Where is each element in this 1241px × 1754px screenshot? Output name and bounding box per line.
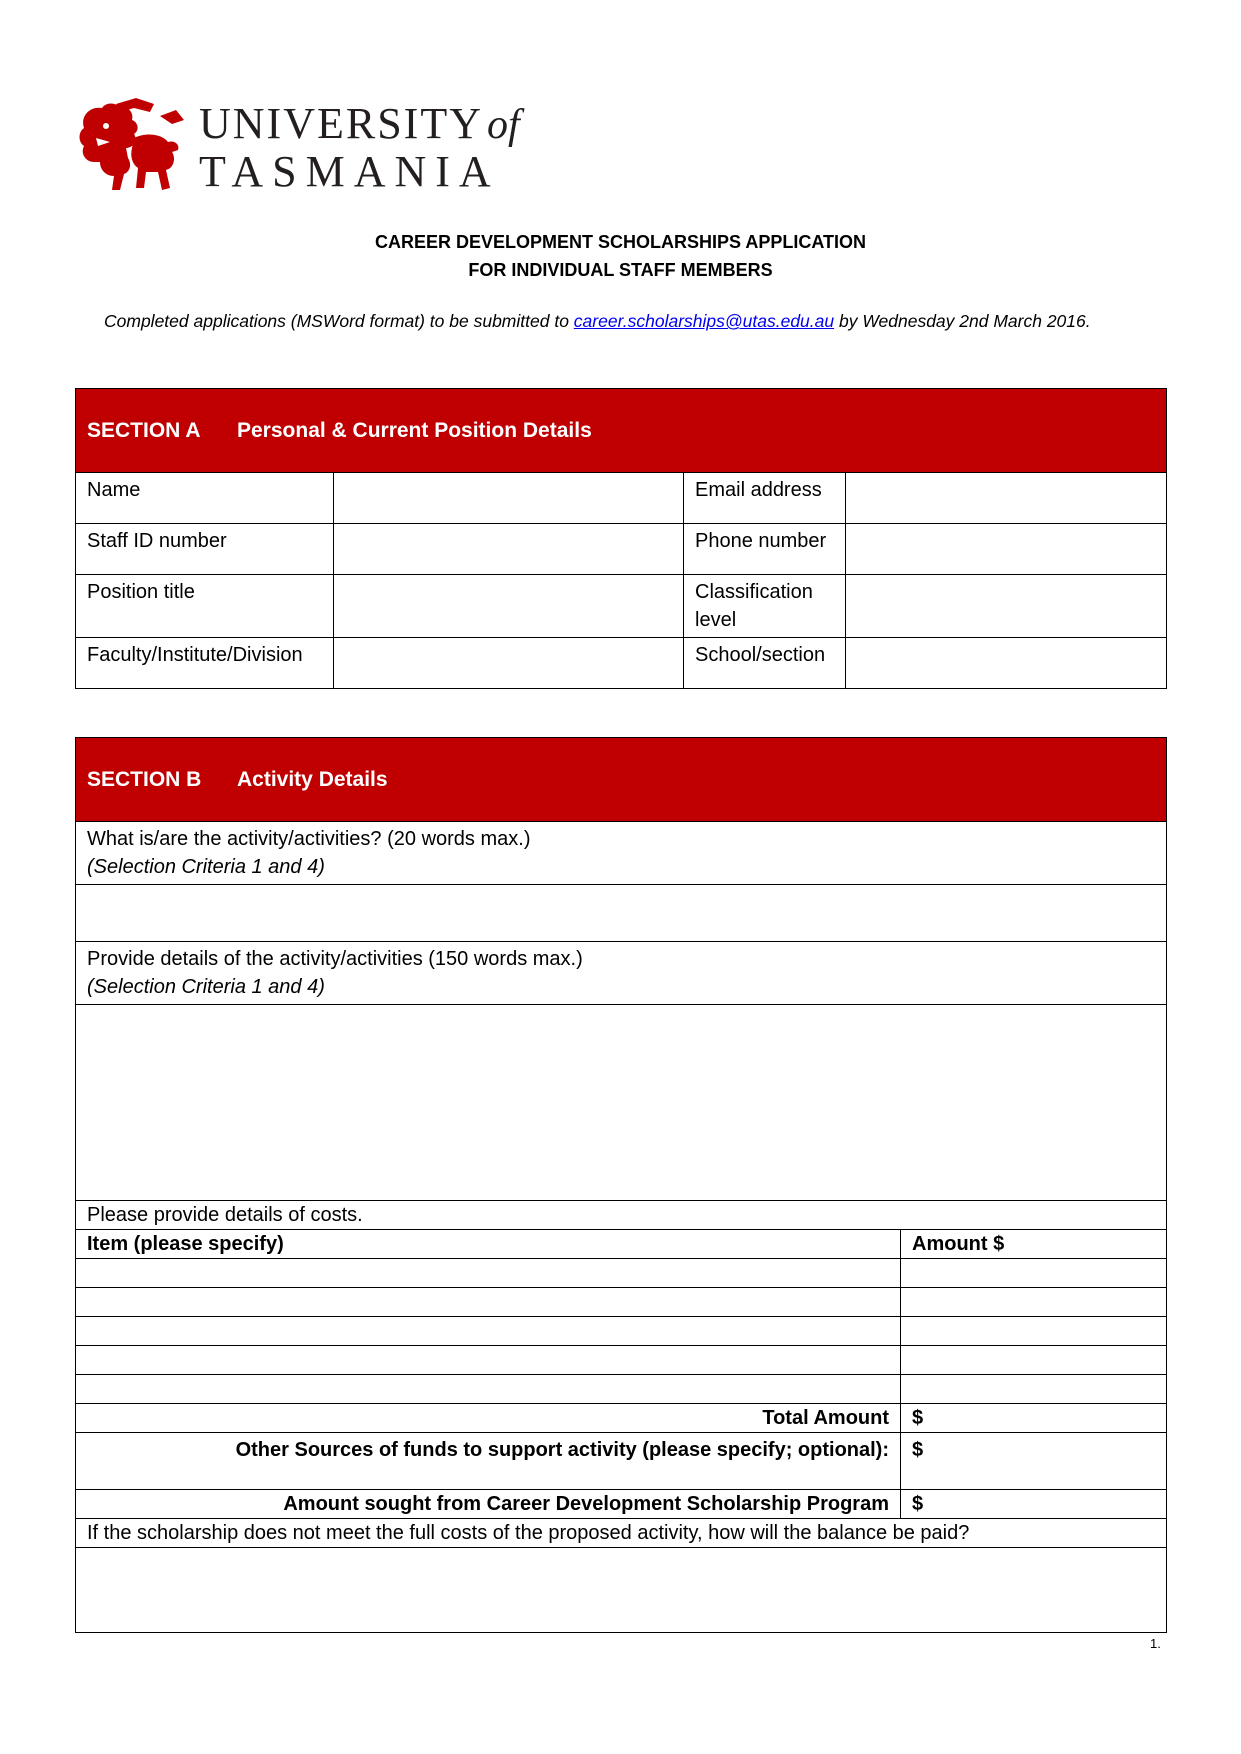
- cost-amount-input[interactable]: [901, 1346, 1167, 1375]
- staff-id-input[interactable]: [334, 524, 684, 575]
- other-sources-input[interactable]: $: [901, 1433, 1167, 1490]
- cost-item-input[interactable]: [76, 1317, 901, 1346]
- cost-row: [76, 1259, 1167, 1288]
- item-column-header: Item (please specify): [76, 1230, 901, 1259]
- activity-details-question-note: (Selection Criteria 1 and 4): [87, 976, 325, 998]
- costs-intro: Please provide details of costs.: [76, 1201, 1167, 1230]
- classification-level-label: Classification level: [684, 575, 846, 638]
- amount-column-header: Amount $: [901, 1230, 1167, 1259]
- tasmanian-lion-icon: [76, 98, 186, 198]
- cost-row: [76, 1317, 1167, 1346]
- faculty-input[interactable]: [334, 638, 684, 689]
- form-title-line2: FOR INDIVIDUAL STAFF MEMBERS: [468, 260, 773, 280]
- form-title: [0, 228, 1241, 284]
- submission-email-link[interactable]: career.scholarships@utas.edu.au: [573, 311, 835, 331]
- other-sources-label: Other Sources of funds to support activity (please specify; optional):: [76, 1433, 901, 1490]
- field-row: [76, 638, 1167, 689]
- cost-row: [76, 1288, 1167, 1317]
- amount-sought-label: Amount sought from Career Development Scholarship Program: [76, 1490, 901, 1519]
- form-title-line1: CAREER DEVELOPMENT SCHOLARSHIPS APPLICATION: [374, 232, 867, 252]
- classification-level-input[interactable]: [846, 575, 1167, 638]
- section-b-title: Activity Details: [237, 767, 388, 791]
- logo-tasmania: TASMANIA: [199, 147, 500, 196]
- activity-details-answer-field[interactable]: [76, 1005, 1167, 1201]
- logo-wordmark: [199, 99, 520, 196]
- cost-amount-input[interactable]: [901, 1259, 1167, 1288]
- phone-number-input[interactable]: [846, 524, 1167, 575]
- submission-instructions: [104, 308, 1144, 334]
- cost-item-input[interactable]: [76, 1288, 901, 1317]
- activity-question-text: What is/are the activity/activities? (20 words max.): [87, 828, 531, 850]
- position-title-label: Position title: [76, 575, 334, 638]
- position-title-input[interactable]: [334, 575, 684, 638]
- section-a-title: Personal & Current Position Details: [237, 418, 592, 442]
- email-address-label: Email address: [684, 473, 846, 524]
- intro-after: by Wednesday 2nd March 2016.: [834, 311, 1091, 331]
- section-a-label: SECTION A: [87, 418, 201, 442]
- field-row: [76, 524, 1167, 575]
- activity-details-question: [76, 942, 1167, 1005]
- phone-number-label: Phone number: [684, 524, 846, 575]
- school-section-input[interactable]: [846, 638, 1167, 689]
- university-logo: [76, 98, 526, 198]
- amount-sought-input[interactable]: $: [901, 1490, 1167, 1519]
- section-b-header: [76, 738, 1167, 822]
- section-b-table: [75, 737, 1167, 1633]
- total-amount-input[interactable]: $: [901, 1404, 1167, 1433]
- name-label: Name: [76, 473, 334, 524]
- logo-of: of: [486, 102, 520, 148]
- cost-amount-input[interactable]: [901, 1375, 1167, 1404]
- page-number: 1.: [1150, 1636, 1161, 1651]
- logo-university: UNIVERSITY: [199, 99, 483, 148]
- balance-answer-field[interactable]: [76, 1548, 1167, 1633]
- cost-amount-input[interactable]: [901, 1317, 1167, 1346]
- intro-before: Completed applications (MSWord format) to be submitted to: [104, 311, 574, 331]
- field-row: [76, 473, 1167, 524]
- cost-item-input[interactable]: [76, 1346, 901, 1375]
- faculty-label: Faculty/Institute/Division: [76, 638, 334, 689]
- email-address-input[interactable]: [846, 473, 1167, 524]
- activity-question: [76, 822, 1167, 885]
- total-amount-label: Total Amount: [76, 1404, 901, 1433]
- activity-details-question-text: Provide details of the activity/activities (150 words max.): [87, 948, 583, 970]
- cost-amount-input[interactable]: [901, 1288, 1167, 1317]
- section-b-label: SECTION B: [87, 767, 202, 791]
- name-input[interactable]: [334, 473, 684, 524]
- school-section-label: School/section: [684, 638, 846, 689]
- staff-id-label: Staff ID number: [76, 524, 334, 575]
- cost-item-input[interactable]: [76, 1259, 901, 1288]
- activity-answer-field[interactable]: [76, 885, 1167, 942]
- balance-question: If the scholarship does not meet the full costs of the proposed activity, how will the balance be paid?: [76, 1519, 1167, 1548]
- activity-question-note: (Selection Criteria 1 and 4): [87, 856, 325, 878]
- cost-row: [76, 1346, 1167, 1375]
- section-a-header: [76, 389, 1167, 473]
- cost-row: [76, 1375, 1167, 1404]
- cost-item-input[interactable]: [76, 1375, 901, 1404]
- section-a-table: [75, 388, 1167, 689]
- field-row: [76, 575, 1167, 638]
